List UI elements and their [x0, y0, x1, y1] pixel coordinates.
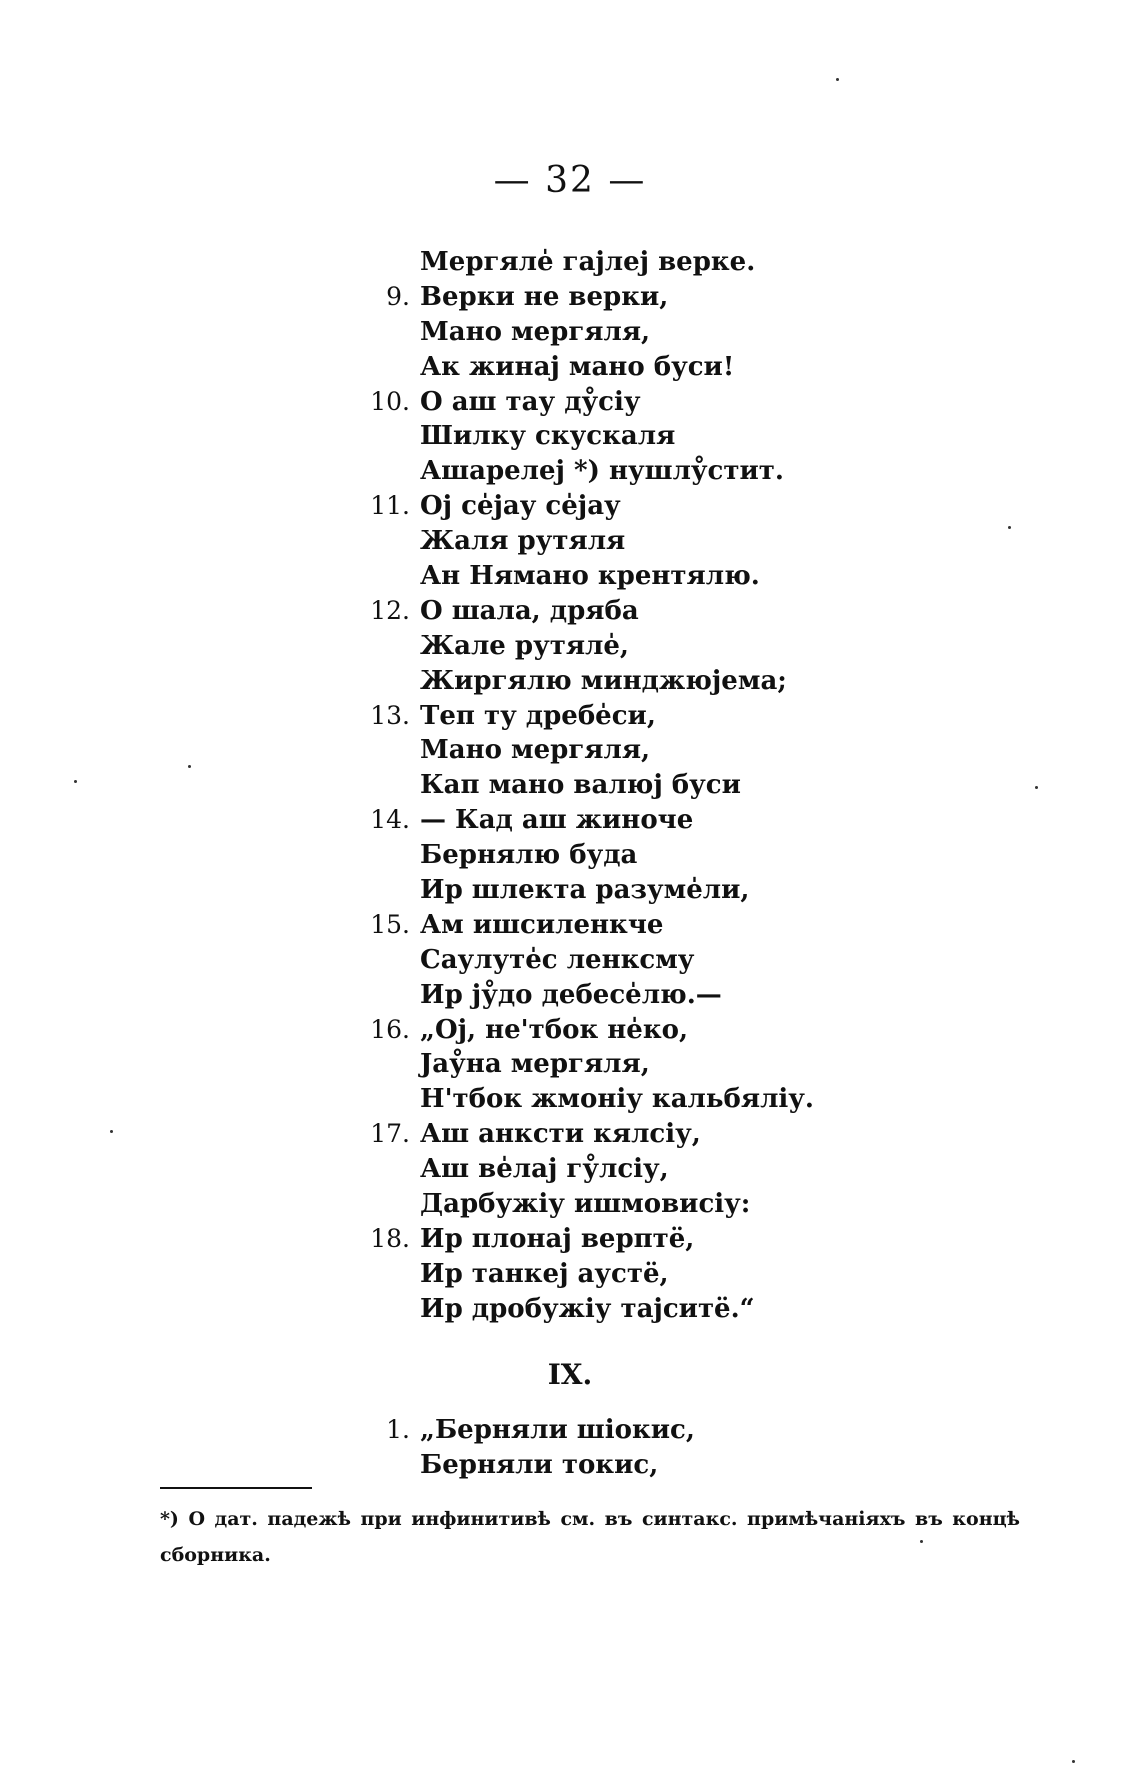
verse-line: Јау̊на мергяля,	[420, 1049, 650, 1080]
verse-line: 10. О аш тау ду̊сіу	[360, 385, 920, 420]
verse-line: 14. — Кад аш жиноче	[360, 803, 920, 838]
verse-line: Жиргялю минджюјема;	[420, 665, 787, 696]
verse-line: Ир танкеј ауcтё,	[420, 1258, 669, 1289]
verse-line: Берняли токис,	[420, 1449, 659, 1480]
scan-speck	[1008, 526, 1011, 529]
verse-line: Дарбужіу ишмовисіу:	[420, 1189, 751, 1220]
stanza-number: 18.	[370, 1223, 410, 1253]
verse-line: 18. Ир плонај верптё,	[360, 1222, 920, 1257]
scan-speck	[188, 765, 191, 768]
verse-line: Мано мергяля,	[420, 735, 651, 766]
verse-line: Саулуте̍с ленксму	[420, 944, 695, 975]
stanza-number: 1.	[386, 1415, 410, 1444]
verse-line: Ир ју̊до дебесе̍лю.—	[420, 979, 722, 1010]
footnote-divider	[160, 1487, 312, 1489]
stanza-number: 12.	[370, 595, 410, 625]
verse-line: 1. „Берняли шіокис,	[360, 1413, 920, 1448]
verse-line: 16. „Ој, не'тбок не̍ко,	[360, 1013, 920, 1048]
scan-speck	[110, 1130, 113, 1133]
verse-line: Ак жинај мано буси!	[420, 351, 735, 382]
verse-line: 12. О шала, дряба	[360, 594, 920, 629]
poem-text-section-ix	[360, 1413, 920, 1483]
verse-line: Ан Нямано крентялю.	[420, 561, 760, 592]
footnote: *) О дат. падежѣ при инфинитивѣ см. въ синтакс. примѣчаніяхъ въ концѣ сборника.	[160, 1508, 1020, 1566]
verse-line: 15. Ам ишсиленкче	[360, 908, 920, 943]
poem-text	[360, 245, 920, 1327]
scan-speck	[74, 780, 77, 783]
scan-speck	[920, 1540, 923, 1543]
verse-line: Аш ве̍лај гу̊лсіу,	[420, 1154, 669, 1185]
stanza-number: 14.	[370, 805, 410, 835]
verse-line: Ир шлекта разуме̍ли,	[420, 875, 750, 906]
stanza-number: 16.	[370, 1014, 410, 1044]
stanza-number: 10.	[370, 386, 410, 416]
verse-line: Бернялю буда	[420, 840, 638, 871]
stanza-number: 17.	[370, 1119, 410, 1149]
scan-speck	[836, 78, 839, 81]
stanza-number: 13.	[370, 700, 410, 730]
verse-line: Шилку скускаля	[420, 421, 676, 452]
verse-line: 13. Теп ту дребе̍си,	[360, 699, 920, 734]
page-number: — 32 —	[493, 160, 647, 201]
verse-line: 9. Верки не верки,	[360, 280, 920, 315]
section-heading: IX.	[547, 1358, 593, 1391]
verse-line: Жаля рутяля	[420, 526, 626, 557]
verse-line: Н'тбок жмоніу кальбяліу.	[420, 1084, 814, 1115]
stanza-number: 9.	[386, 281, 410, 311]
stanza-number: 15.	[370, 909, 410, 939]
stanza-number: 11.	[370, 491, 410, 521]
scan-speck	[1035, 786, 1038, 789]
scan-speck	[1072, 1760, 1075, 1763]
verse-line: Ашарелеј *) нушлу̊стит.	[420, 456, 784, 487]
verse-line: 17. Аш анксти кялсіу,	[360, 1117, 920, 1152]
verse-line: Мергяле̍ гајлеј верке.	[420, 247, 756, 277]
verse-line: Жале рутяле̍,	[420, 630, 629, 661]
verse-line: Кап мано валюј буси	[420, 770, 741, 801]
verse-line: Мано мергяля,	[420, 316, 651, 347]
verse-line: Ир дробужіу тајситё.“	[420, 1293, 755, 1324]
verse-line: 11. Ој се̍јау се̍јау	[360, 489, 920, 524]
